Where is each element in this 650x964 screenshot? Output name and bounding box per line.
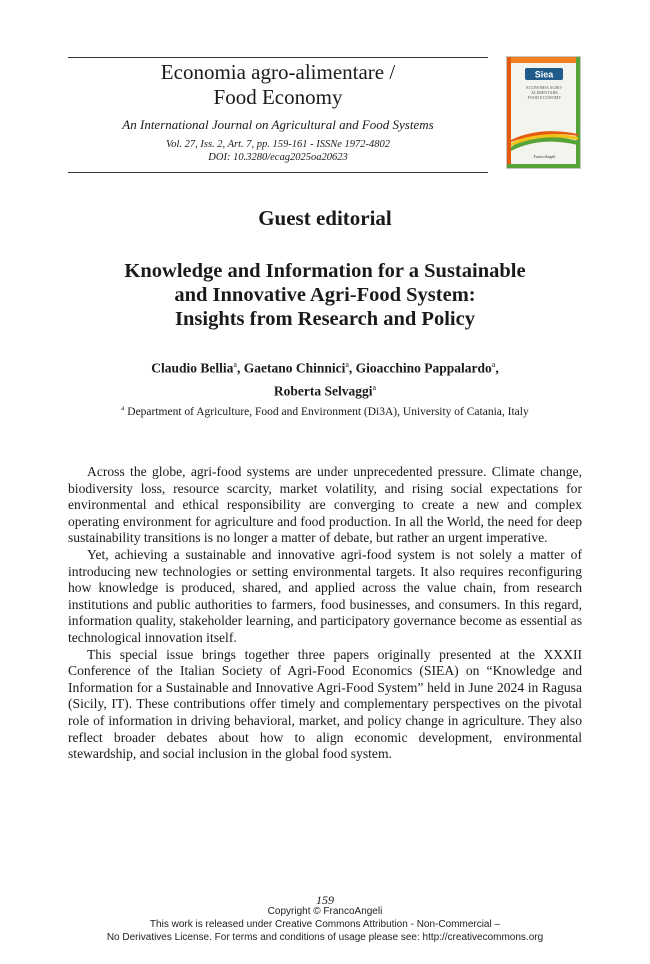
cover-green-side <box>576 57 580 168</box>
cover-orange-band <box>507 57 580 63</box>
author-affiliation-mark: a <box>345 360 349 369</box>
cover-journal-name-it: ECONOMIA AGRO-ALIMENTARE <box>526 85 563 95</box>
author-name: Gaetano Chinnici <box>243 360 346 376</box>
article-title-line: Insights from Research and Policy <box>175 308 475 330</box>
license-line[interactable]: No Derivatives License. For terms and conditions of usage please see: http://creativecommons.org <box>106 932 544 943</box>
author-name: Claudio Bellia <box>151 360 234 376</box>
license-footer <box>0 905 650 944</box>
license-line: This work is released under Creative Commons Attribution - Non-Commercial – <box>149 919 501 930</box>
article-body <box>68 464 582 763</box>
body-paragraph: Across the globe, agri-food systems are under unprecedented pressure. Climate change, biodiversity loss, resource scarcity, market volatility, and rising social expectations for environmental and ethical responsibility are converging to create a new and complex operating environment for agriculture and food production. In all the World, the need for deep sustainability transitions is no longer a matter of debate, but rather an urgent imperative. <box>68 464 582 546</box>
body-paragraph: Yet, achieving a sustainable and innovative agri-food system is not solely a matter of introducing new technologies or setting environmental targets. It also requires reconfiguring how knowledge is produced, shared, and applied across the value chain, from research institutions and public authorities to farmers, food businesses, and consumers. In this regard, information quality, stakeholder learning, and participatory governance become as essential as technological innovation itself. <box>68 546 582 645</box>
cover-green-band <box>507 164 580 168</box>
author-separator: , <box>348 360 356 376</box>
page-number: 159 <box>316 893 334 907</box>
section-label: Guest editorial <box>258 206 392 230</box>
journal-title-line2: Food Economy <box>213 85 343 109</box>
article-title-line: and Innovative Agri-Food System: <box>174 284 476 306</box>
copyright-notice: Copyright © FrancoAngeli <box>267 906 383 917</box>
siea-logo-icon <box>521 67 567 81</box>
svg-text:Siea: Siea <box>534 69 554 80</box>
author-list <box>60 355 590 400</box>
author-separator: , <box>495 360 499 376</box>
cover-publisher: FrancoAngeli <box>533 154 556 159</box>
doi-link[interactable]: DOI: 10.3280/ecag2025oa20623 <box>208 152 348 163</box>
author-name: Gioacchino Pappalardo <box>355 360 492 376</box>
header-top-rule <box>68 57 488 58</box>
affiliation-text: Department of Agriculture, Food and Environment (Di3A), University of Catania, Italy <box>127 405 529 418</box>
affiliation-mark: a <box>121 404 125 412</box>
journal-subtitle: An International Journal on Agricultural and Food Systems <box>122 117 434 132</box>
volume-info: Vol. 27, Iss. 2, Art. 7, pp. 159-161 - ISSNe 1972-4802 <box>165 139 391 150</box>
affiliation <box>40 404 610 418</box>
journal-cover-thumbnail <box>506 56 581 169</box>
author-name: Roberta Selvaggi <box>273 383 373 398</box>
author-separator: , <box>236 360 244 376</box>
author-affiliation-mark: a <box>372 382 377 392</box>
journal-header <box>68 60 488 164</box>
cover-orange-side <box>507 57 511 168</box>
body-paragraph: This special issue brings together three papers originally presented at the XXXII Conference of the Italian Society of Agri-Food Economics (SIEA) on “Knowledge and Information for a Sustainable and Innovative Agri-Food System” held in June 2024 in Ragusa (Sicily, IT). These contributions offer timely and complementary perspectives on the pivotal role of information in driving behavioral, market, and policy change in agriculture. They also reflect broader debates about how to align economic development, environmental stewardship, and social inclusion in the global food system. <box>68 646 582 762</box>
article-title-line: Knowledge and Information for a Sustainable <box>124 260 526 282</box>
author-affiliation-mark: a <box>233 360 237 369</box>
article-title <box>60 259 590 331</box>
author-affiliation-mark: a <box>491 360 496 369</box>
header-bottom-rule <box>68 172 488 173</box>
cover-journal-name <box>513 85 576 100</box>
journal-title-line1: Economia agro-alimentare / <box>160 60 396 84</box>
cover-wave-graphic <box>511 131 578 151</box>
cover-journal-name-en: FOOD ECONOMY <box>527 95 562 100</box>
